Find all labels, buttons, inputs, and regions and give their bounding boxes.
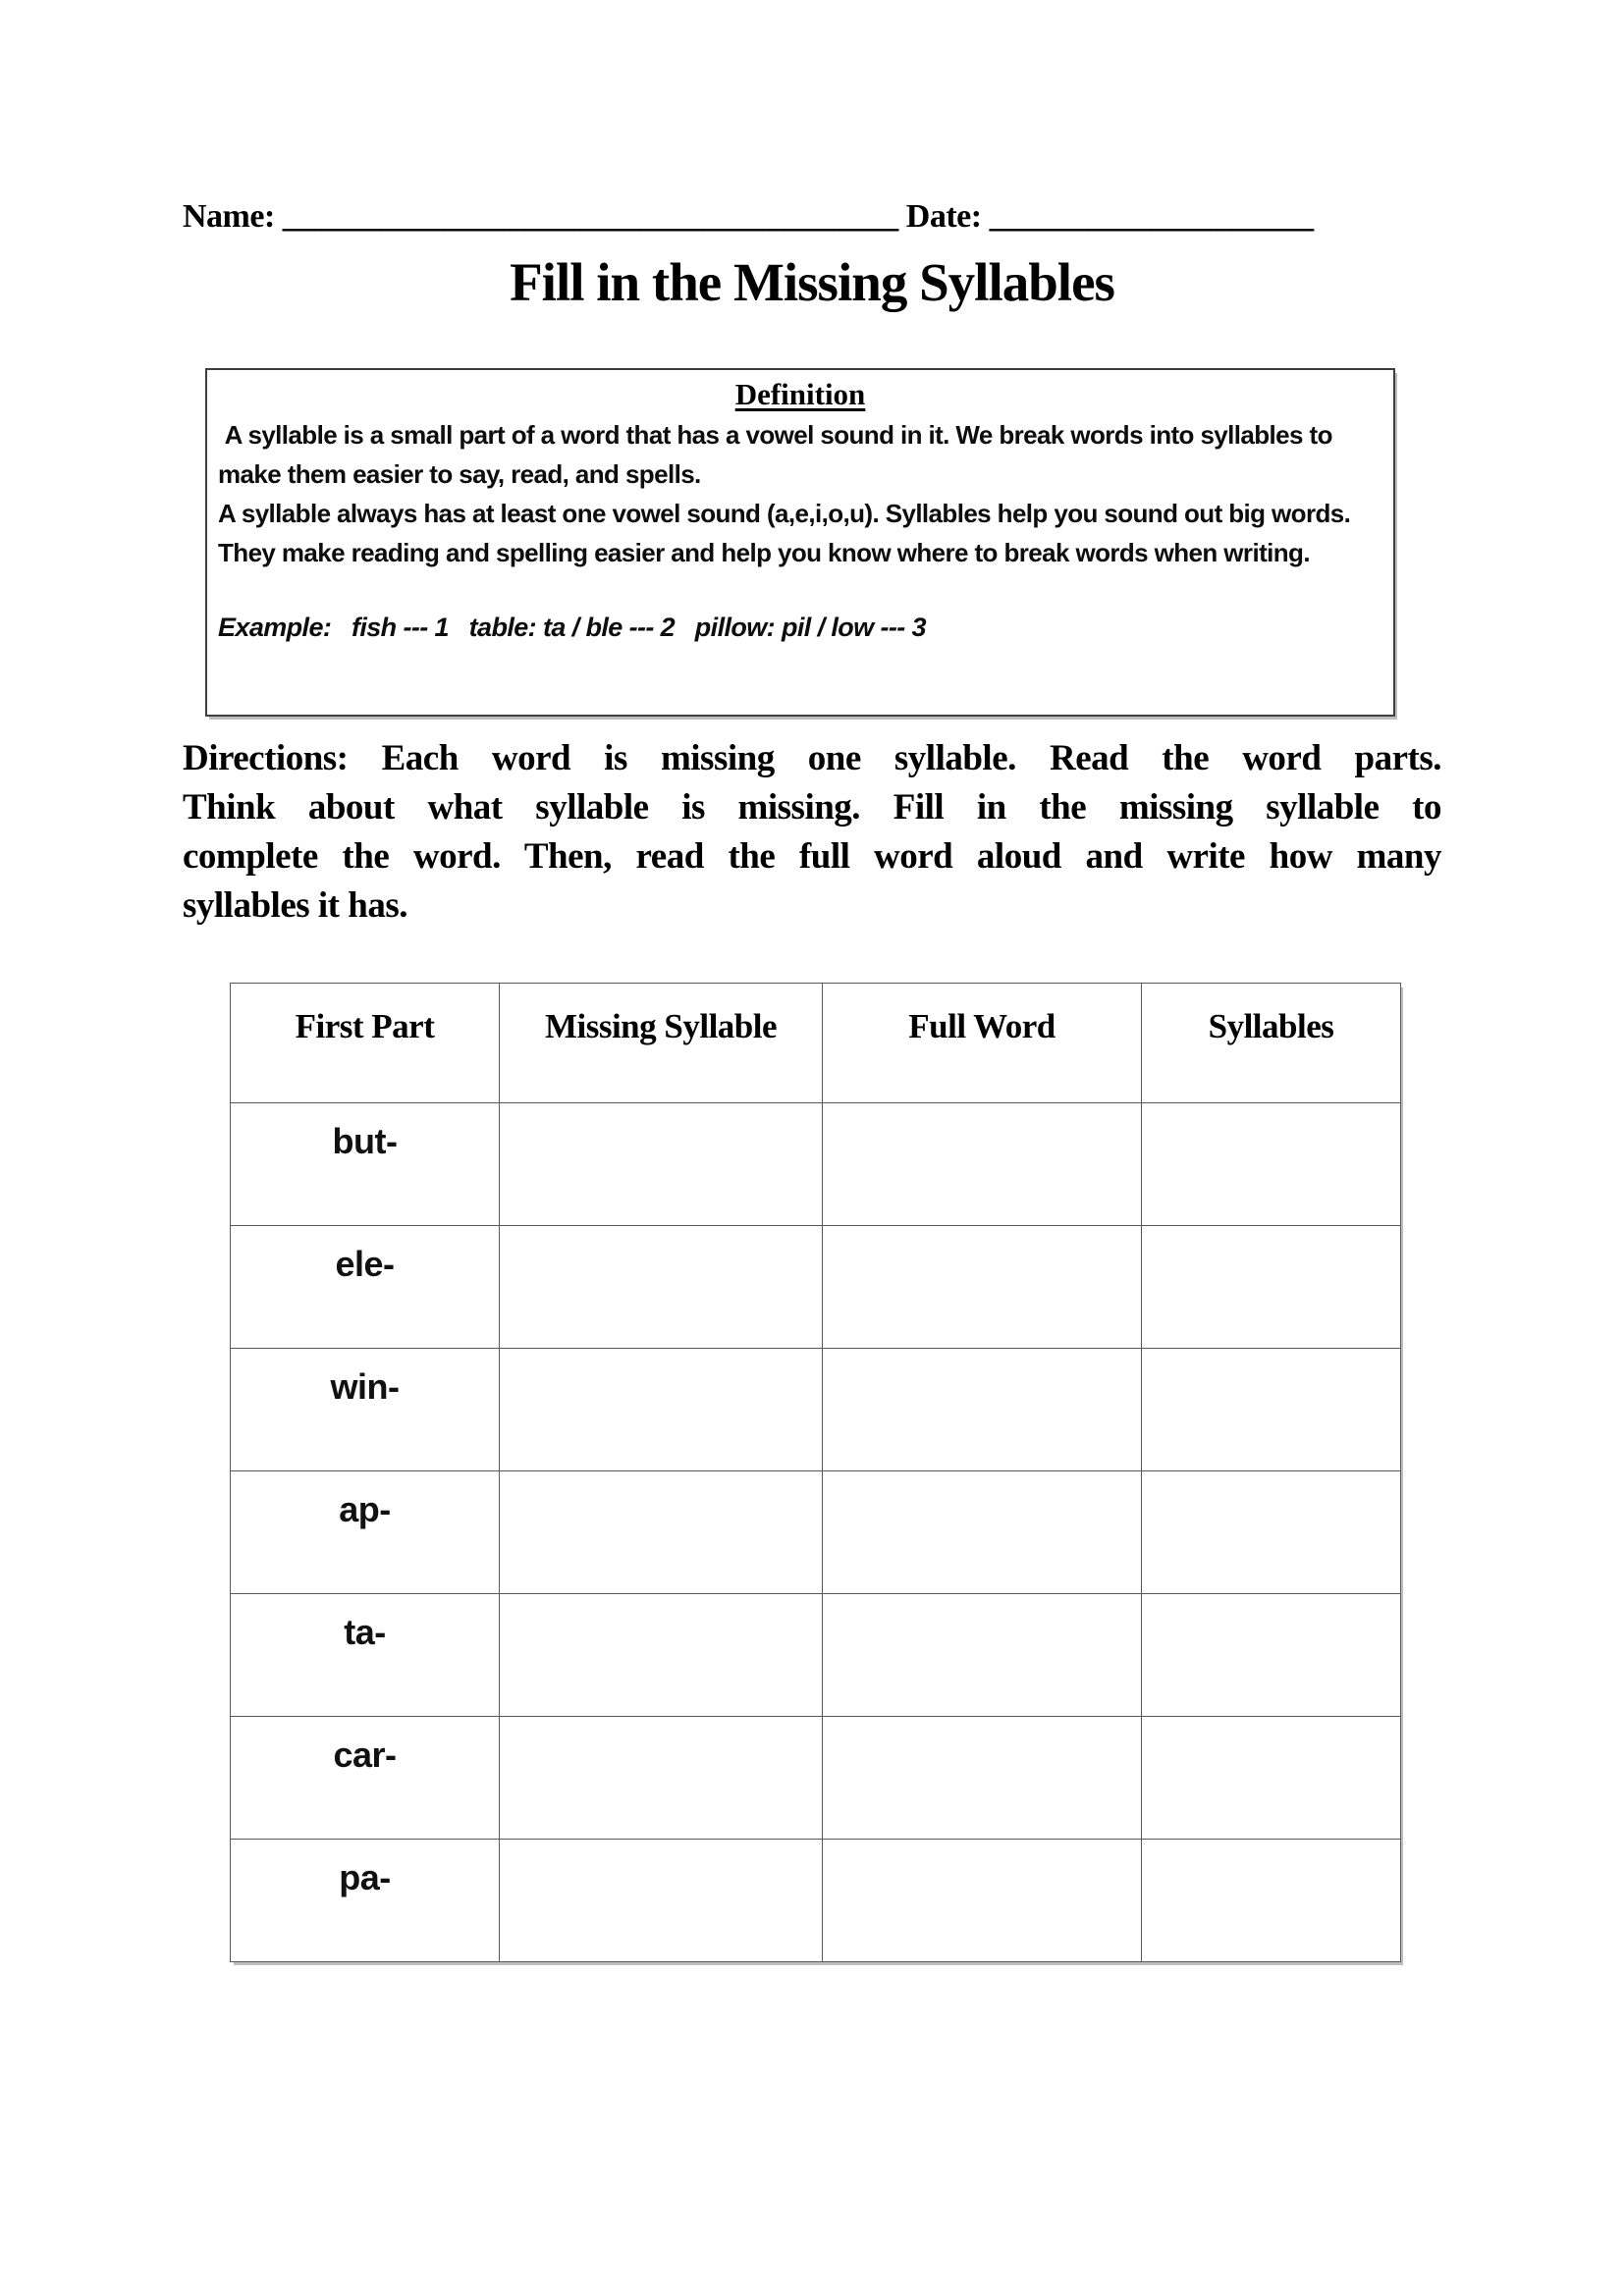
table-row	[231, 1226, 1401, 1349]
syllables-blank[interactable]	[1142, 1226, 1401, 1349]
definition-heading: Definition	[734, 377, 866, 411]
first-part-cell: ta-	[231, 1594, 500, 1717]
full-word-blank[interactable]	[823, 1226, 1142, 1349]
first-part-cell: car-	[231, 1717, 500, 1840]
definition-box	[205, 368, 1395, 717]
table-row	[231, 1103, 1401, 1226]
page-title: Fill in the Missing Syllables	[510, 252, 1114, 312]
directions-paragraph	[183, 734, 1441, 931]
column-header-first-part: First Part	[231, 984, 500, 1103]
name-blank-line[interactable]: ______________________________________	[282, 198, 898, 235]
missing-syllable-blank[interactable]	[500, 1840, 823, 1962]
name-label: Name:	[183, 198, 275, 235]
first-part-cell: ap-	[231, 1471, 500, 1594]
directions-line: Directions: Each word is missing one syllable. Read the word parts.	[183, 738, 1441, 778]
syllables-blank[interactable]	[1142, 1840, 1401, 1962]
missing-syllable-blank[interactable]	[500, 1594, 823, 1717]
definition-example: Example: fish --- 1 table: ta / ble --- 2 pillow: pil / low --- 3	[218, 613, 926, 642]
table-header-row	[231, 984, 1401, 1103]
date-blank-line[interactable]: ____________________	[989, 198, 1314, 235]
table-row	[231, 1594, 1401, 1717]
first-part-cell: pa-	[231, 1840, 500, 1962]
syllables-blank[interactable]	[1142, 1717, 1401, 1840]
table-row	[231, 1717, 1401, 1840]
syllables-blank[interactable]	[1142, 1349, 1401, 1471]
full-word-blank[interactable]	[823, 1717, 1142, 1840]
full-word-blank[interactable]	[823, 1103, 1142, 1226]
table-row	[231, 1471, 1401, 1594]
first-part-cell: win-	[231, 1349, 500, 1471]
directions-line: syllables it has.	[183, 885, 407, 926]
directions-line: complete the word. Then, read the full word aloud and write how many	[183, 836, 1441, 877]
table-row	[231, 1349, 1401, 1471]
date-label: Date:	[905, 198, 982, 235]
column-header-full-word: Full Word	[823, 984, 1142, 1103]
missing-syllable-blank[interactable]	[500, 1349, 823, 1471]
missing-syllable-blank[interactable]	[500, 1226, 823, 1349]
missing-syllable-blank[interactable]	[500, 1471, 823, 1594]
missing-syllable-blank[interactable]	[500, 1103, 823, 1226]
first-part-cell: but-	[231, 1103, 500, 1226]
syllables-blank[interactable]	[1142, 1471, 1401, 1594]
syllables-blank[interactable]	[1142, 1103, 1401, 1226]
full-word-blank[interactable]	[823, 1349, 1142, 1471]
column-header-syllables: Syllables	[1142, 984, 1401, 1103]
full-word-blank[interactable]	[823, 1471, 1142, 1594]
syllable-table	[230, 983, 1401, 1962]
directions-line: Think about what syllable is missing. Fill in the missing syllable to	[183, 787, 1441, 828]
missing-syllable-blank[interactable]	[500, 1717, 823, 1840]
first-part-cell: ele-	[231, 1226, 500, 1349]
syllables-blank[interactable]	[1142, 1594, 1401, 1717]
full-word-blank[interactable]	[823, 1594, 1142, 1717]
name-date-row	[183, 194, 1439, 240]
definition-paragraph-1: A syllable is a small part of a word that has a vowel sound in it. We break words into syllables to make them easier to say, read, and spells.	[218, 420, 1339, 489]
full-word-blank[interactable]	[823, 1840, 1142, 1962]
table-row	[231, 1840, 1401, 1962]
definition-paragraph-2: A syllable always has at least one vowel sound (a,e,i,o,u). Syllables help you sound out big words. They make reading and spelling easier and help you know where to break words when writing.	[218, 499, 1357, 567]
column-header-missing-syllable: Missing Syllable	[500, 984, 823, 1103]
